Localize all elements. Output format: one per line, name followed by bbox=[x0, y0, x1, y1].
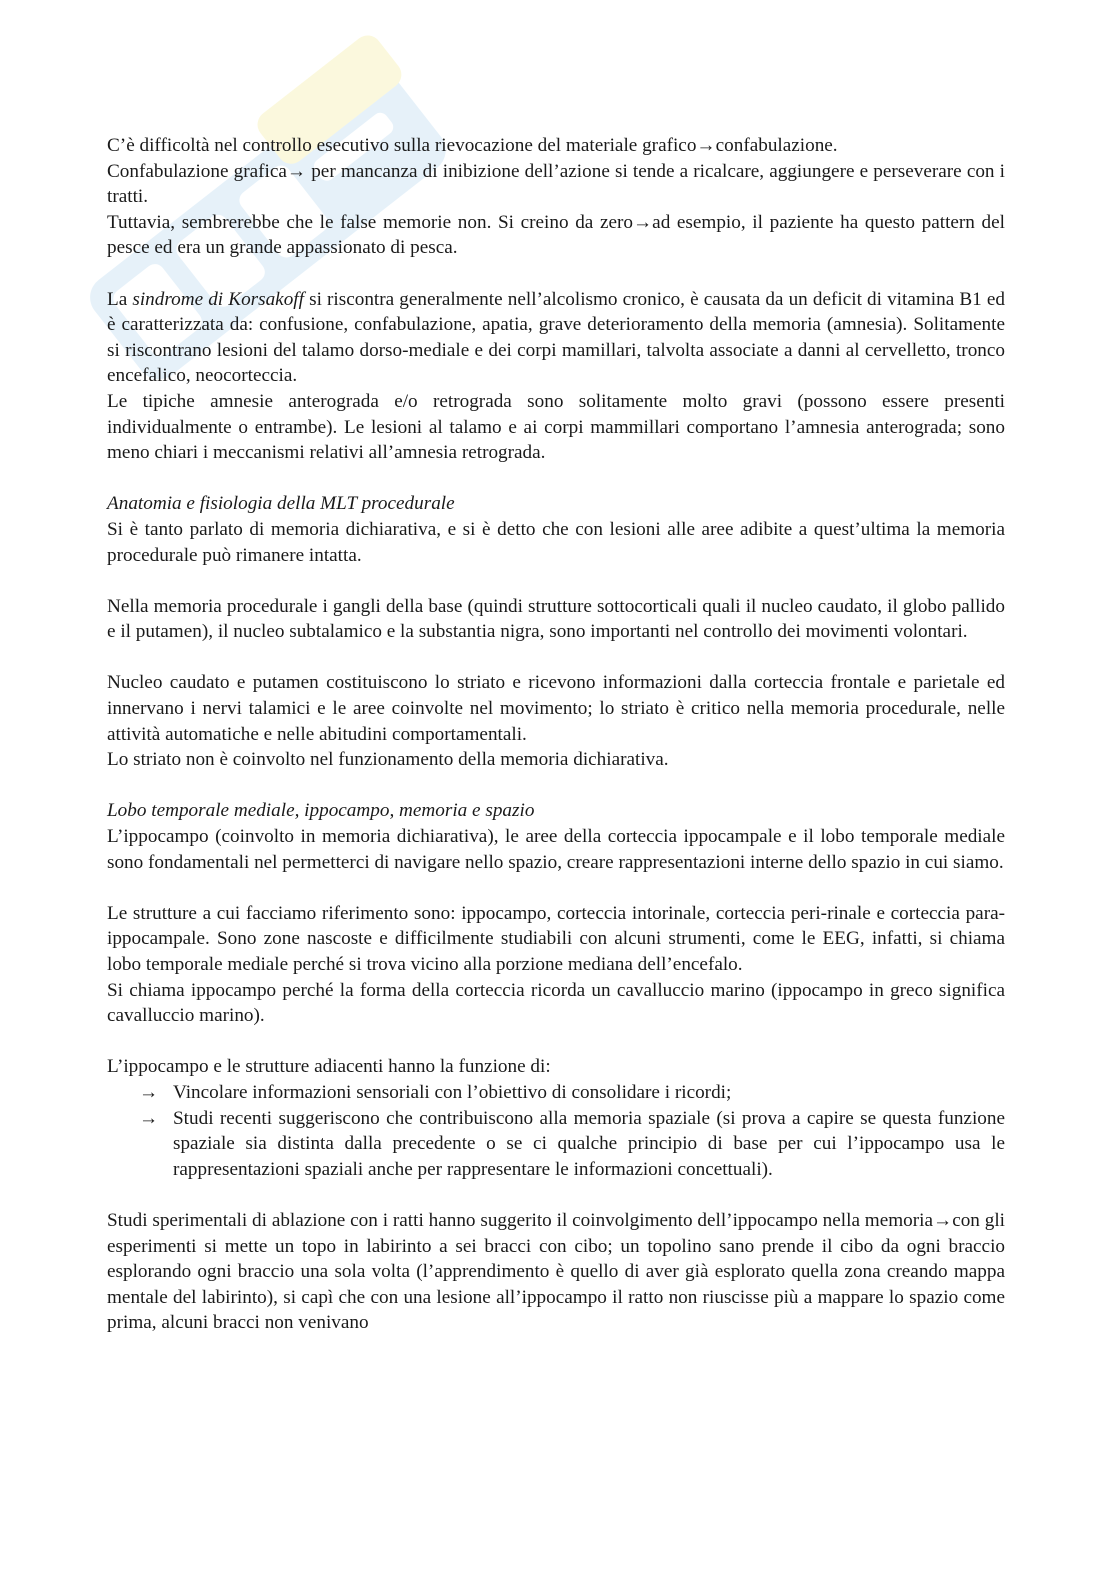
text-line: Confabulazione grafica→ per mancanza di inibizione dell’azione si tende a ricalcare, aggiungere e perseverare con i tratti. bbox=[107, 160, 1005, 208]
heading-mlt-procedurale: Anatomia e fisiologia della MLT procedurale bbox=[107, 493, 455, 515]
document-body bbox=[107, 133, 1005, 1336]
text-line: C’è difficoltà nel controllo esecutivo sulla rievocazione del materiale grafico→confabulazione. bbox=[107, 135, 838, 156]
paragraph-confabulation bbox=[107, 133, 1005, 261]
arrow-icon: → bbox=[632, 211, 653, 233]
paragraph-structures: Le strutture a cui facciamo riferimento sono: ippocampo, corteccia intorinale, corteccia peri-rinale e corteccia para-ippocampale. Sono zone nascoste e difficilmente studiabili con alcuni strumenti, come le EEG, infatti, si chiama lobo temporale mediale perché si trova vicino alla porzione mediana dell’encefalo. bbox=[107, 902, 1005, 975]
text-line: Tuttavia, sembrerebbe che le false memorie non. Si creino da zero→ad esempio, il paziente ha questo pattern del pesce ed era un grande appassionato di pesca. bbox=[107, 211, 1005, 259]
term-korsakoff: sindrome di Korsakoff bbox=[132, 288, 304, 310]
functions-list bbox=[107, 1080, 1005, 1182]
paragraph-striatum-note: Lo striato non è coinvolto nel funzionamento della memoria dichiarativa. bbox=[107, 749, 669, 771]
paragraph-basal-ganglia: Nella memoria procedurale i gangli della base (quindi strutture sottocorticali quali il nucleo caudato, il globo pallido e il putamen), il nucleo subtalamico e la substantia nigra, sono importanti nel controllo dei movimenti volontari. bbox=[107, 595, 1005, 643]
arrow-bullet-icon: → bbox=[139, 1107, 159, 1129]
paragraph-striatum: Nucleo caudato e putamen costituiscono lo striato e ricevono informazioni dalla corteccia frontale e parietale ed innervano i nervi talamici e le aree coinvolte nel movimento; lo striato è critico nella memoria procedurale, nelle attività automatiche e nelle abitudini comportamentali. bbox=[107, 672, 1005, 745]
arrow-bullet-icon: → bbox=[139, 1081, 159, 1103]
paragraph-procedural-intro: Si è tanto parlato di memoria dichiarativa, e si è detto che con lesioni alle aree adibite a quest’ultima la memoria procedurale può rimanere intatta. bbox=[107, 518, 1005, 566]
heading-lobo-temporale: Lobo temporale mediale, ippocampo, memoria e spazio bbox=[107, 800, 535, 822]
paragraph-hippocampus-space: L’ippocampo (coinvolto in memoria dichiarativa), le aree della corteccia ippocampale e il lobo temporale mediale sono fondamentali nel permetterci di navigare nello spazio, creare rappresentazioni interne dello spazio in cui siamo. bbox=[107, 826, 1005, 873]
paragraph-amnesia: Le tipiche amnesie anterograda e/o retrograda sono solitamente molto gravi (possono essere presenti individualmente o entrambe). Le lesioni al talamo e ai corpi mammillari comportano l’amnesia anterograda; sono meno chiari i meccanismi relativi all’amnesia retrograda. bbox=[107, 390, 1005, 464]
arrow-icon: → bbox=[286, 160, 307, 182]
arrow-icon: → bbox=[933, 1209, 953, 1231]
paragraph-functions-intro: L’ippocampo e le strutture adiacenti hanno la funzione di: bbox=[107, 1056, 551, 1078]
list-item: → Vincolare informazioni sensoriali con l’obiettivo di consolidare i ricordi; bbox=[107, 1080, 1005, 1106]
paragraph-ablation-studies: Studi sperimentali di ablazione con i ratti hanno suggerito il coinvolgimento dell’ippocampo nella memoria→con gli esperimenti si mette un topo in labirinto a sei bracci con cibo; un topolino sano prende il cibo da ogni braccio esplorando ogni braccio una sola volta (l’apprendimento è quello di aver già esplorato quella zona creando mappa mentale del labirinto), si capì che con una lesione all’ippocampo il ratto non riuscisse più a mappare lo spazio come prima, alcuni bracci non venivano bbox=[107, 1209, 1005, 1334]
paragraph-korsakoff: La sindrome di Korsakoff si riscontra generalmente nell’alcolismo cronico, è causata da un deficit di vitamina B1 ed è caratterizzata da: confusione, confabulazione, apatia, grave deterioramento della memoria (amnesia). Solitamente si riscontrano lesioni del talamo dorso-mediale e dei corpi mamillari, talvolta associate a danni al cervelletto, tronco encefalico, neocorteccia. bbox=[107, 288, 1005, 387]
paragraph-seahorse: Si chiama ippocampo perché la forma della corteccia ricorda un cavalluccio marino (ippocampo in greco significa cavalluccio marino). bbox=[107, 979, 1005, 1027]
arrow-icon: → bbox=[696, 135, 716, 156]
list-item: → Studi recenti suggeriscono che contribuiscono alla memoria spaziale (si prova a capire se questa funzione spaziale sia distinta dalla precedente o se ci qualche principio di base per cui l’ippocampo usa le rappresentazioni spaziali anche per rappresentare le informazioni concettuali). bbox=[139, 1107, 1005, 1180]
